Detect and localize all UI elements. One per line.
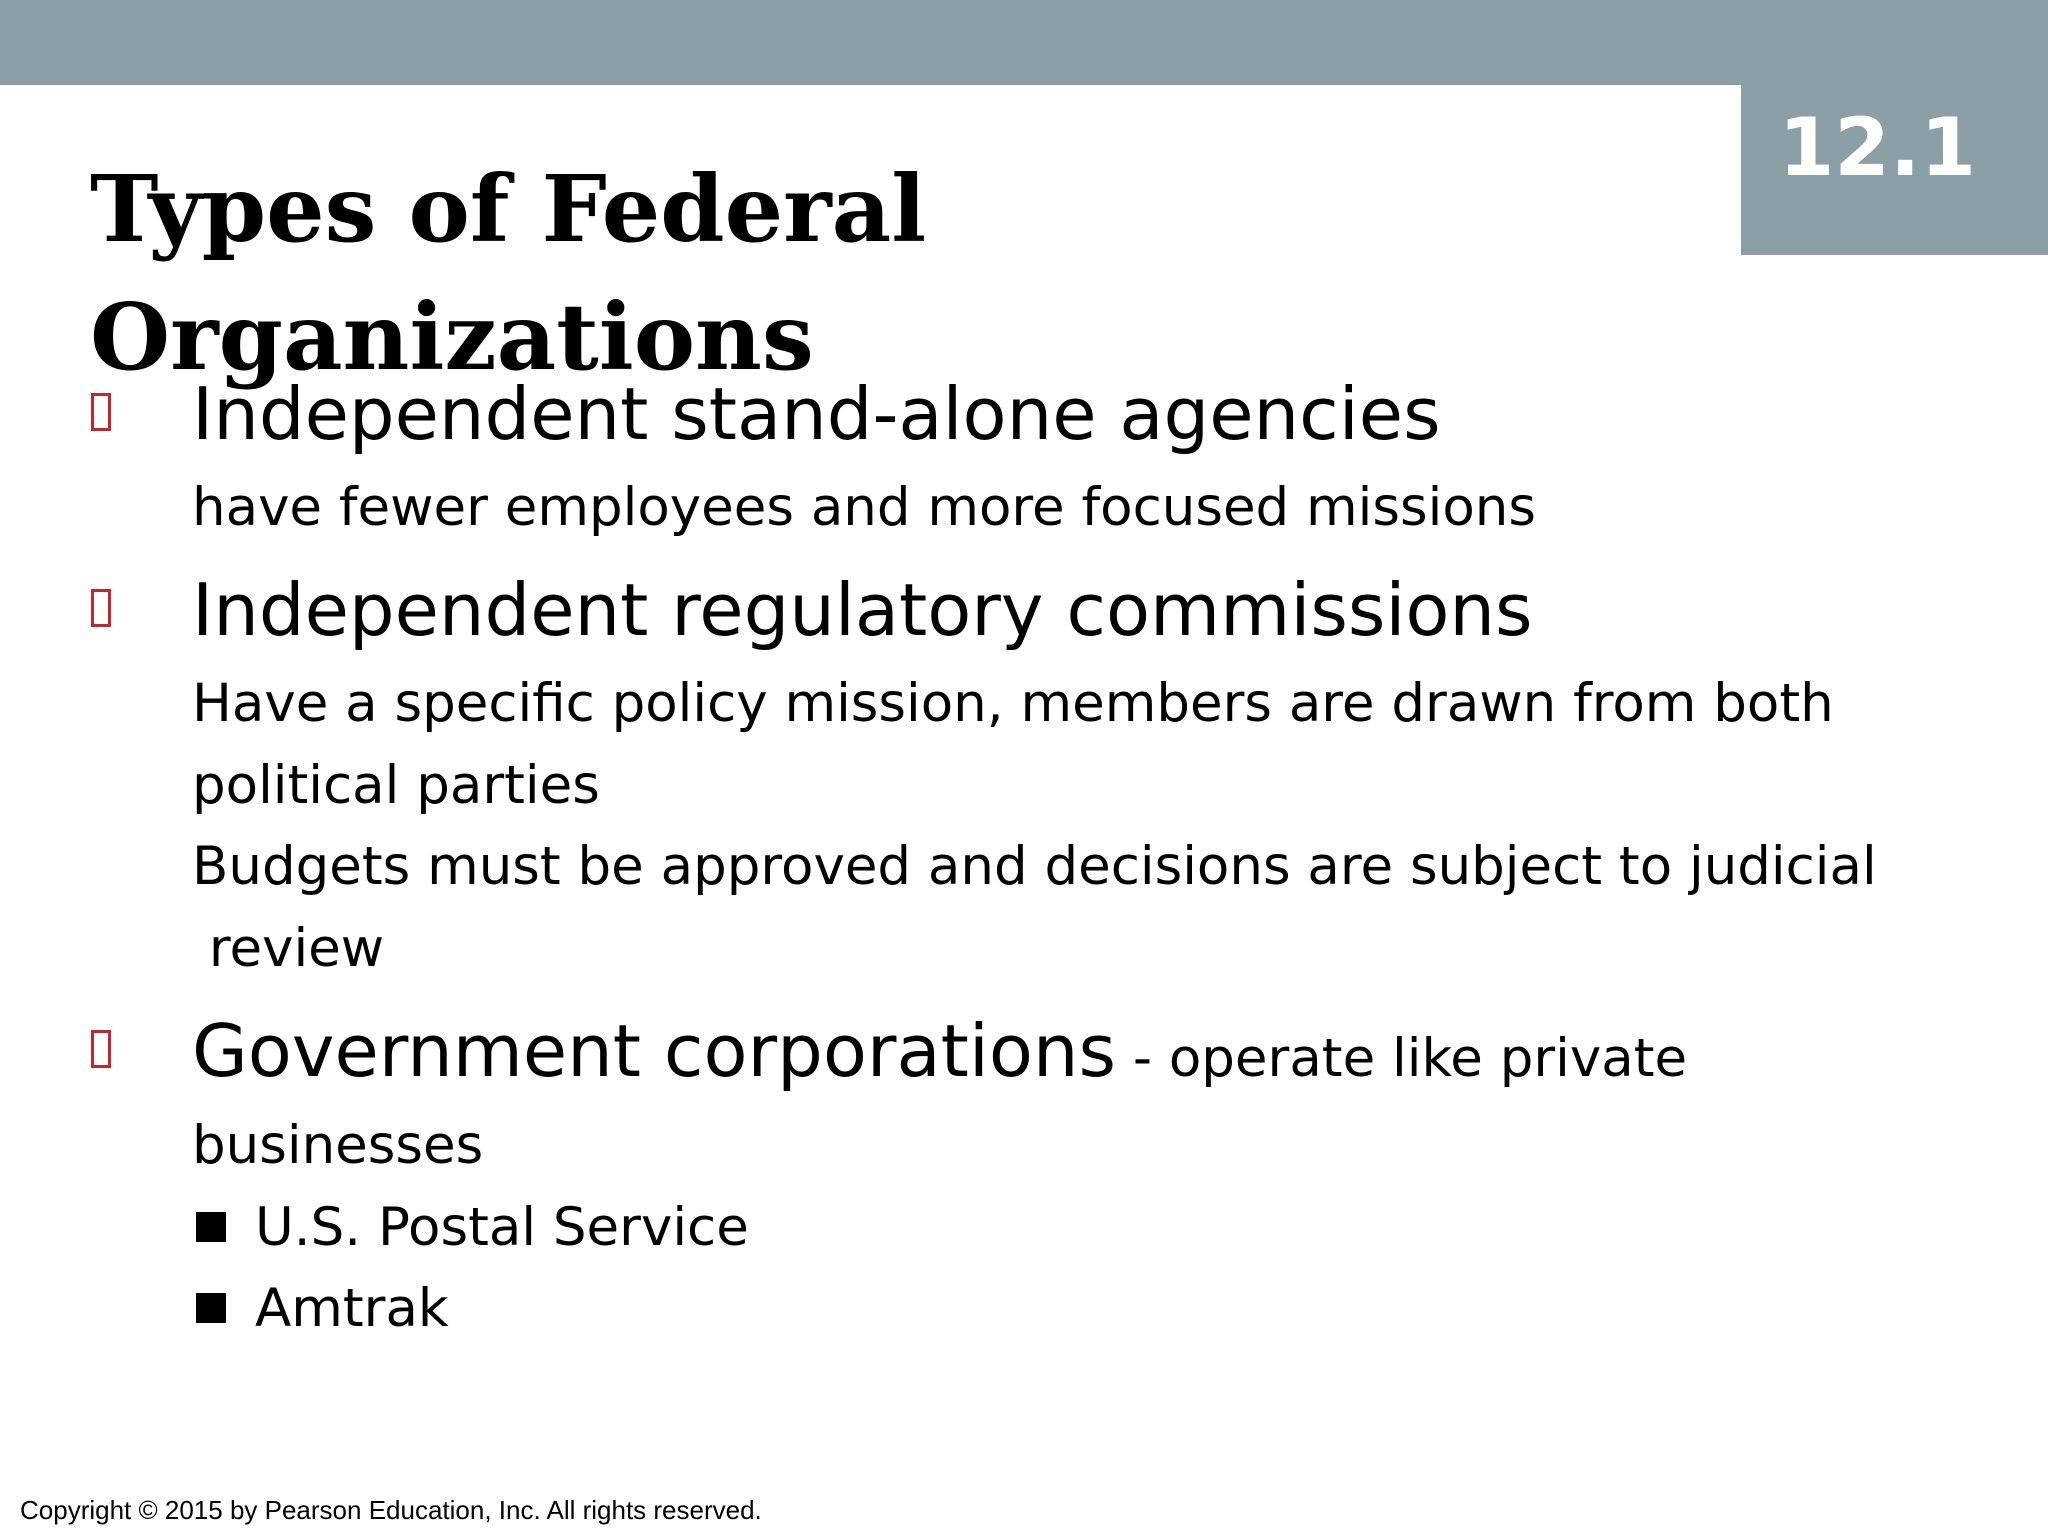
section-number: 12.1 bbox=[1778, 101, 1976, 194]
copyright-footer: Copyright © 2015 by Pearson Education, Inc. All rights reserved. bbox=[20, 1495, 762, 1525]
sub-bullet-2-icon bbox=[196, 1293, 226, 1323]
bullet-1-icon bbox=[91, 393, 111, 431]
bullet-1-detail-1: have fewer employees and more focused missions bbox=[192, 477, 1536, 538]
bullet-2-icon bbox=[91, 589, 111, 627]
bullet-2-detail-4: review bbox=[192, 918, 385, 979]
slide-title bbox=[90, 145, 1090, 401]
bullet-2-detail-2: political parties bbox=[192, 755, 600, 816]
sub-bullet-1-icon bbox=[196, 1212, 226, 1242]
bullet-3-detail-1: businesses bbox=[192, 1115, 484, 1176]
slide-title-line-1: Types of Federal bbox=[90, 155, 927, 263]
slide-title-line-2: Organizations bbox=[90, 283, 814, 391]
bullet-3-heading: Government corporations bbox=[192, 1009, 1117, 1093]
top-banner bbox=[0, 0, 2048, 85]
bullet-2-detail-3: Budgets must be approved and decisions are subject to judicial bbox=[192, 836, 1877, 897]
sub-bullet-2-label: Amtrak bbox=[255, 1278, 449, 1339]
bullet-3-heading-suffix: - operate like private bbox=[1116, 1028, 1688, 1089]
bullet-1-heading: Independent stand-alone agencies bbox=[192, 372, 1441, 456]
bullet-2-heading: Independent regulatory commissions bbox=[192, 568, 1533, 652]
sub-bullet-1-label: U.S. Postal Service bbox=[255, 1197, 749, 1258]
bullet-2-detail-1: Have a specific policy mission, members are drawn from both bbox=[192, 673, 1834, 734]
bullet-3-icon bbox=[91, 1030, 111, 1068]
bullet-3-heading-line bbox=[192, 1007, 1687, 1103]
